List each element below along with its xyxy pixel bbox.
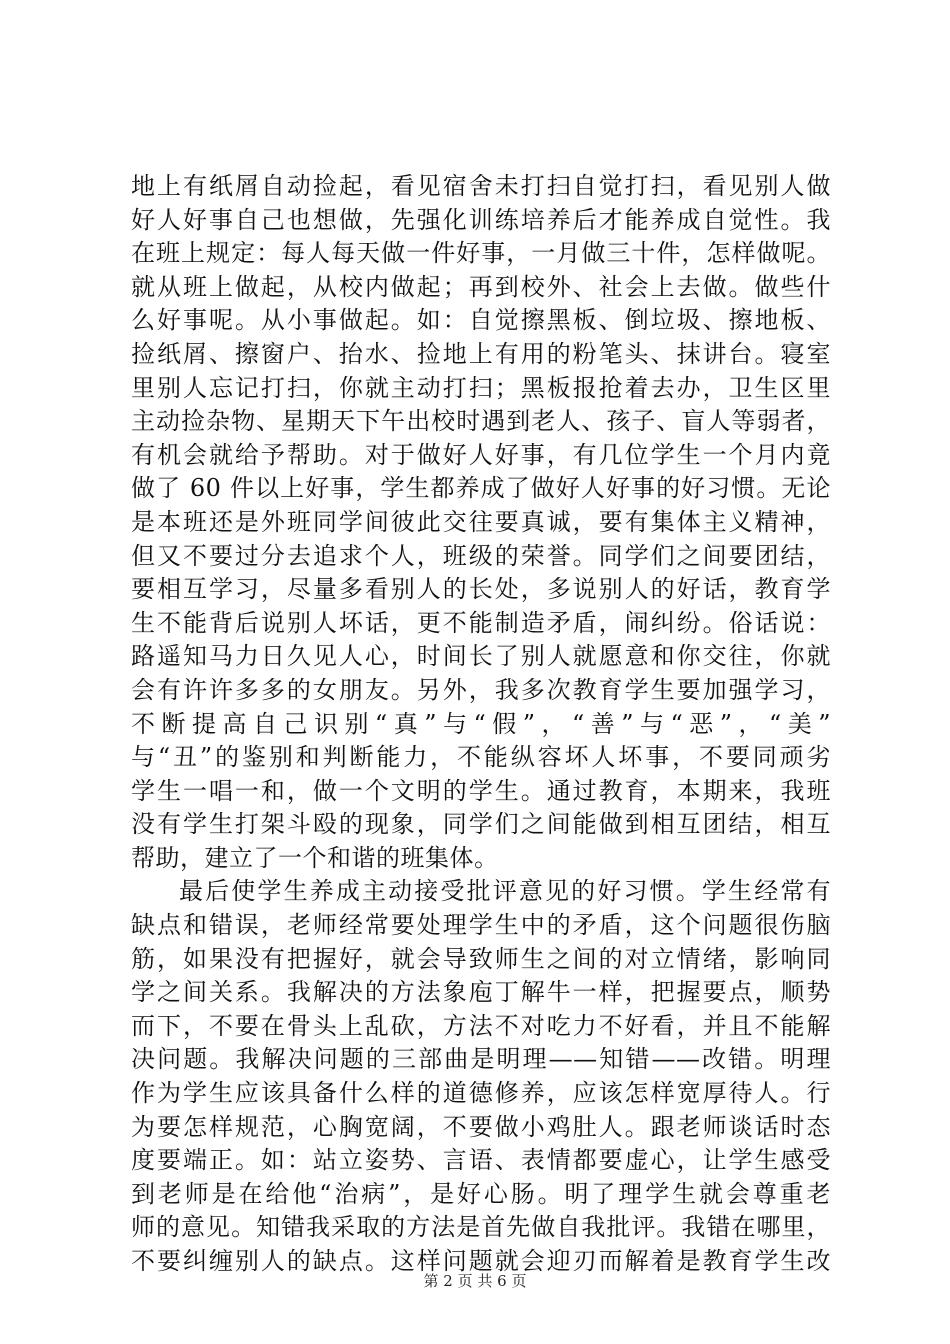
- text-line: 主动捡杂物、星期天下午出校时遇到老人、孩子、盲人等弱者，: [131, 407, 831, 436]
- text-line: 没有学生打架斗殴的现象，同学们之间能做到相互团结，相互: [131, 810, 831, 839]
- text-line: 但又不要过分去追求个人，班级的荣誉。同学们之间要团结，: [131, 541, 831, 570]
- text-line: 学之间关系。我解决的方法象庖丁解牛一样，把握要点，顺势: [131, 978, 831, 1007]
- text-line: 不要纠缠别人的缺点。这样问题就会迎刃而解着是教育学生改: [131, 1247, 831, 1275]
- text-line: 是本班还是外班同学间彼此交往要真诚，要有集体主义精神，: [131, 507, 831, 536]
- text-line: 好人好事自己也想做，先强化训练培养后才能养成自觉性。我: [131, 205, 831, 234]
- document-body: [131, 170, 831, 1279]
- text-line: 学生一唱一和，做一个文明的学生。通过教育，本期来，我班: [131, 776, 831, 805]
- text-line: 到老师是在给他“治病”，是好心肠。明了理学生就会尊重老: [131, 1179, 831, 1208]
- paragraph: [131, 875, 831, 1278]
- text-line: 不断提高自己识别“真”与“假”，“善”与“恶”，“美”: [131, 709, 831, 738]
- text-line: 有机会就给予帮助。对于做好人好事，有几位学生一个月内竟: [131, 440, 831, 469]
- text-line: 要相互学习，尽量多看别人的长处，多说别人的好话，教育学: [131, 575, 831, 604]
- text-line: 里别人忘记打扫，你就主动打扫；黑板报抢着去办，卫生区里: [131, 373, 831, 402]
- text-line: 地上有纸屑自动捡起，看见宿舍未打扫自觉打扫，看见别人做: [131, 172, 831, 200]
- text-line: 就从班上做起，从校内做起；再到校外、社会上去做。做些什: [131, 272, 831, 301]
- paragraph-container: [131, 170, 831, 1279]
- text-line: 度要端正。如：站立姿势、言语、表情都要虚心，让学生感受: [131, 1146, 831, 1175]
- text-line: 而下，不要在骨头上乱砍，方法不对吃力不好看，并且不能解: [131, 1011, 831, 1040]
- text-line: 决问题。我解决问题的三部曲是明理——知错——改错。明理: [131, 1045, 831, 1074]
- text-line: 生不能背后说别人坏话，更不能制造矛盾，闹纠纷。俗话说：: [131, 608, 831, 637]
- text-line: 与“丑”的鉴别和判断能力，不能纵容坏人坏事，不要同顽劣: [131, 743, 831, 772]
- text-line: 为要怎样规范，心胸宽阔，不要做小鸡肚人。跟老师谈话时态: [131, 1112, 831, 1141]
- text-line: 帮助，建立了一个和谐的班集体。: [131, 843, 499, 872]
- page-footer: [0, 1270, 950, 1291]
- text-line: 在班上规定：每人每天做一件好事，一月做三十件，怎样做呢。: [131, 239, 831, 268]
- text-line: 么好事呢。从小事做起。如：自觉擦黑板、倒垃圾、擦地板、: [131, 306, 831, 335]
- text-line: 捡纸屑、擦窗户、抬水、捡地上有用的粉笔头、抹讲台。寝室: [131, 339, 831, 368]
- text-line: 最后使学生养成主动接受批评意见的好习惯。学生经常有: [179, 877, 831, 906]
- text-line: 会有许许多多的女朋友。另外，我多次教育学生要加强学习，: [131, 675, 831, 704]
- text-line: 路遥知马力日久见人心，时间长了别人就愿意和你交往，你就: [131, 642, 831, 671]
- page-number: 第 2 页 共 6 页: [423, 1272, 527, 1290]
- text-line: 做了 60 件以上好事，学生都养成了做好人好事的好习惯。无论: [131, 474, 831, 503]
- paragraph: [131, 170, 831, 875]
- text-line: 作为学生应该具备什么样的道德修养，应该怎样宽厚待人。行: [131, 1079, 831, 1108]
- text-line: 缺点和错误，老师经常要处理学生中的矛盾，这个问题很伤脑: [131, 911, 831, 940]
- text-line: 师的意见。知错我采取的方法是首先做自我批评。我错在哪里，: [131, 1213, 831, 1242]
- text-line: 筋，如果没有把握好，就会导致师生之间的对立情绪，影响同: [131, 944, 831, 973]
